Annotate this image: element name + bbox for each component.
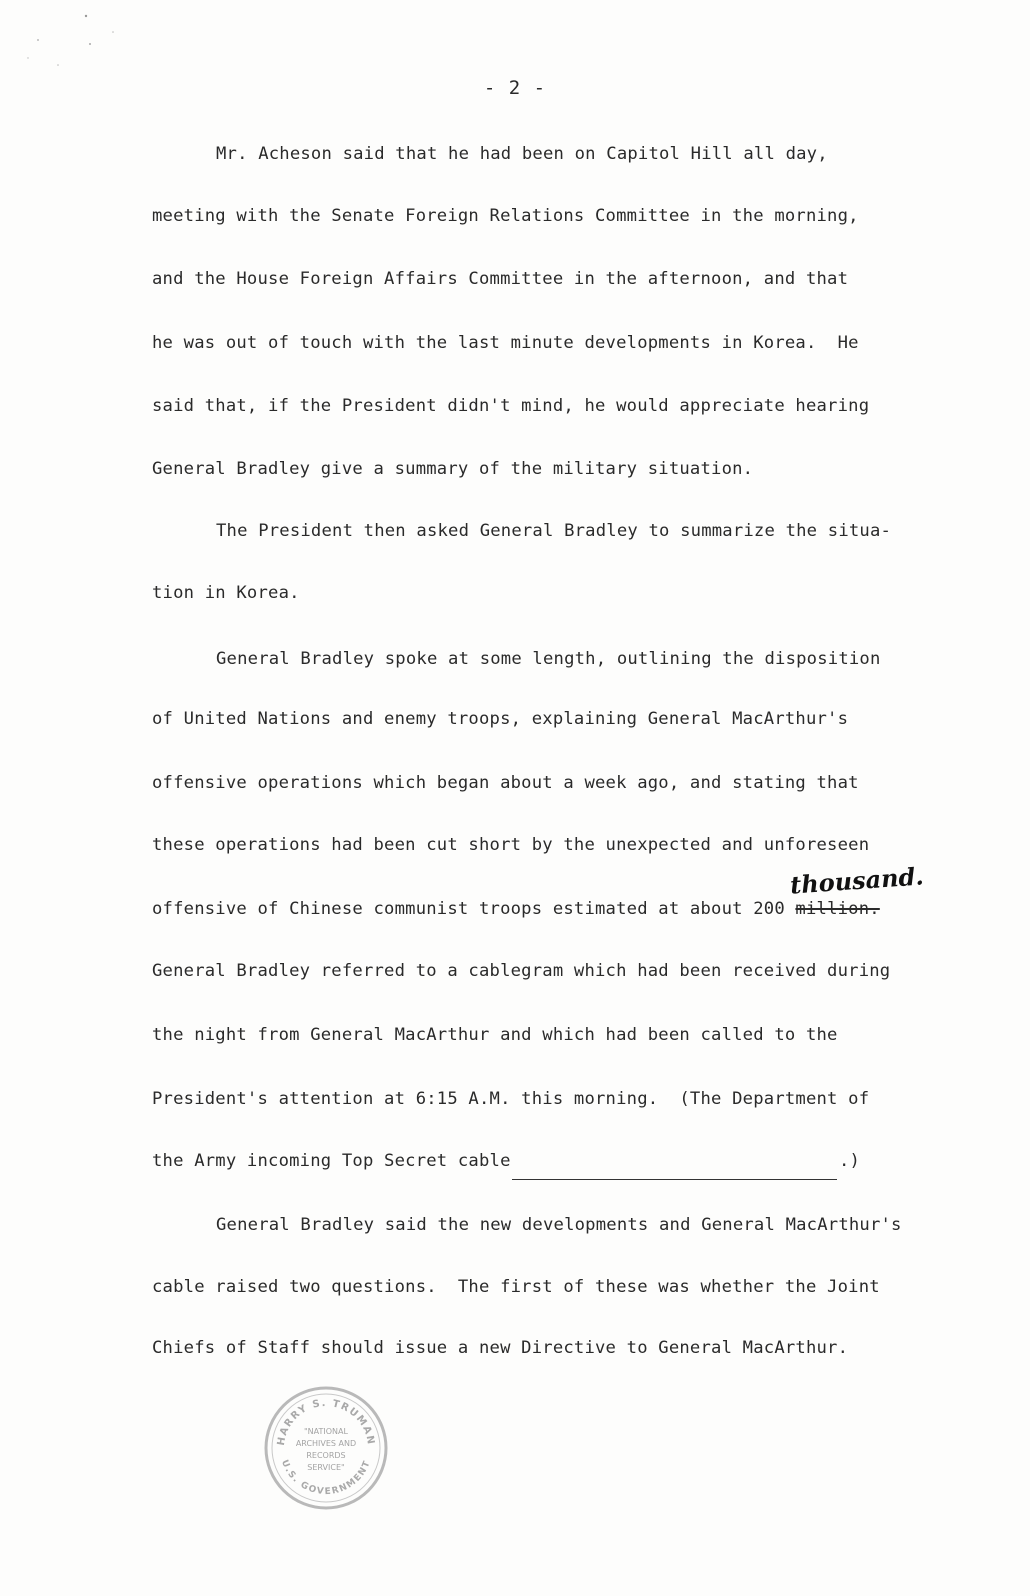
stamp-text-center: SERVICE" (307, 1463, 345, 1472)
stamp-text-top: HARRY S. TRUMAN (275, 1397, 377, 1447)
stamp-text-bottom: U.S. GOVERNMENT (278, 1458, 374, 1498)
stamp-text-center: "NATIONAL (304, 1427, 348, 1436)
page-number: - 2 - (483, 77, 547, 99)
cable-suffix: .) (839, 1151, 861, 1171)
paragraph-line: Mr. Acheson said that he had been on Capitol Hill all day, (216, 144, 828, 164)
paragraph-line: of United Nations and enemy troops, explaining General MacArthur's (152, 709, 849, 729)
paragraph-line: said that, if the President didn't mind, he would appreciate hearing (152, 396, 870, 416)
stamp-text-center: RECORDS (306, 1451, 346, 1460)
paragraph-line: General Bradley referred to a cablegram which had been received during (152, 961, 891, 981)
paragraph-line: tion in Korea. (152, 583, 300, 603)
paragraph-line: and the House Foreign Affairs Committee in the afternoon, and that (152, 269, 849, 289)
paragraph-line: Chiefs of Staff should issue a new Directive to General MacArthur. (152, 1338, 849, 1358)
paragraph-line: he was out of touch with the last minute developments in Korea. He (152, 333, 859, 353)
archives-stamp (262, 1384, 390, 1512)
paragraph-line: General Bradley spoke at some length, outlining the disposition (216, 649, 881, 669)
blank-fill-line (512, 1179, 837, 1180)
paragraph-line: the night from General MacArthur and which had been called to the (152, 1025, 838, 1045)
paragraph-line: The President then asked General Bradley to summarize the situa- (216, 521, 892, 541)
paragraph-text: offensive of Chinese communist troops estimated at about 200 (152, 899, 796, 919)
paragraph-line: President's attention at 6:15 A.M. this morning. (The Department of (152, 1089, 870, 1109)
struck-word: million. (795, 899, 880, 919)
paragraph-line: offensive operations which began about a week ago, and stating that (152, 773, 859, 793)
stamp-text-center: ARCHIVES AND (295, 1439, 357, 1448)
paragraph-line: General Bradley said the new developments and General MacArthur's (216, 1215, 902, 1235)
paragraph-line: these operations had been cut short by the unexpected and unforeseen (152, 835, 870, 855)
handwritten-correction: thousand. (789, 861, 925, 900)
paragraph-line: the Army incoming Top Secret cable (152, 1151, 522, 1171)
paper-specks (18, 10, 128, 80)
paragraph-line: meeting with the Senate Foreign Relations Committee in the morning, (152, 206, 859, 226)
paragraph-line: cable raised two questions. The first of these was whether the Joint (152, 1277, 880, 1297)
paragraph-line (152, 899, 880, 919)
paragraph-line: General Bradley give a summary of the military situation. (152, 459, 754, 479)
